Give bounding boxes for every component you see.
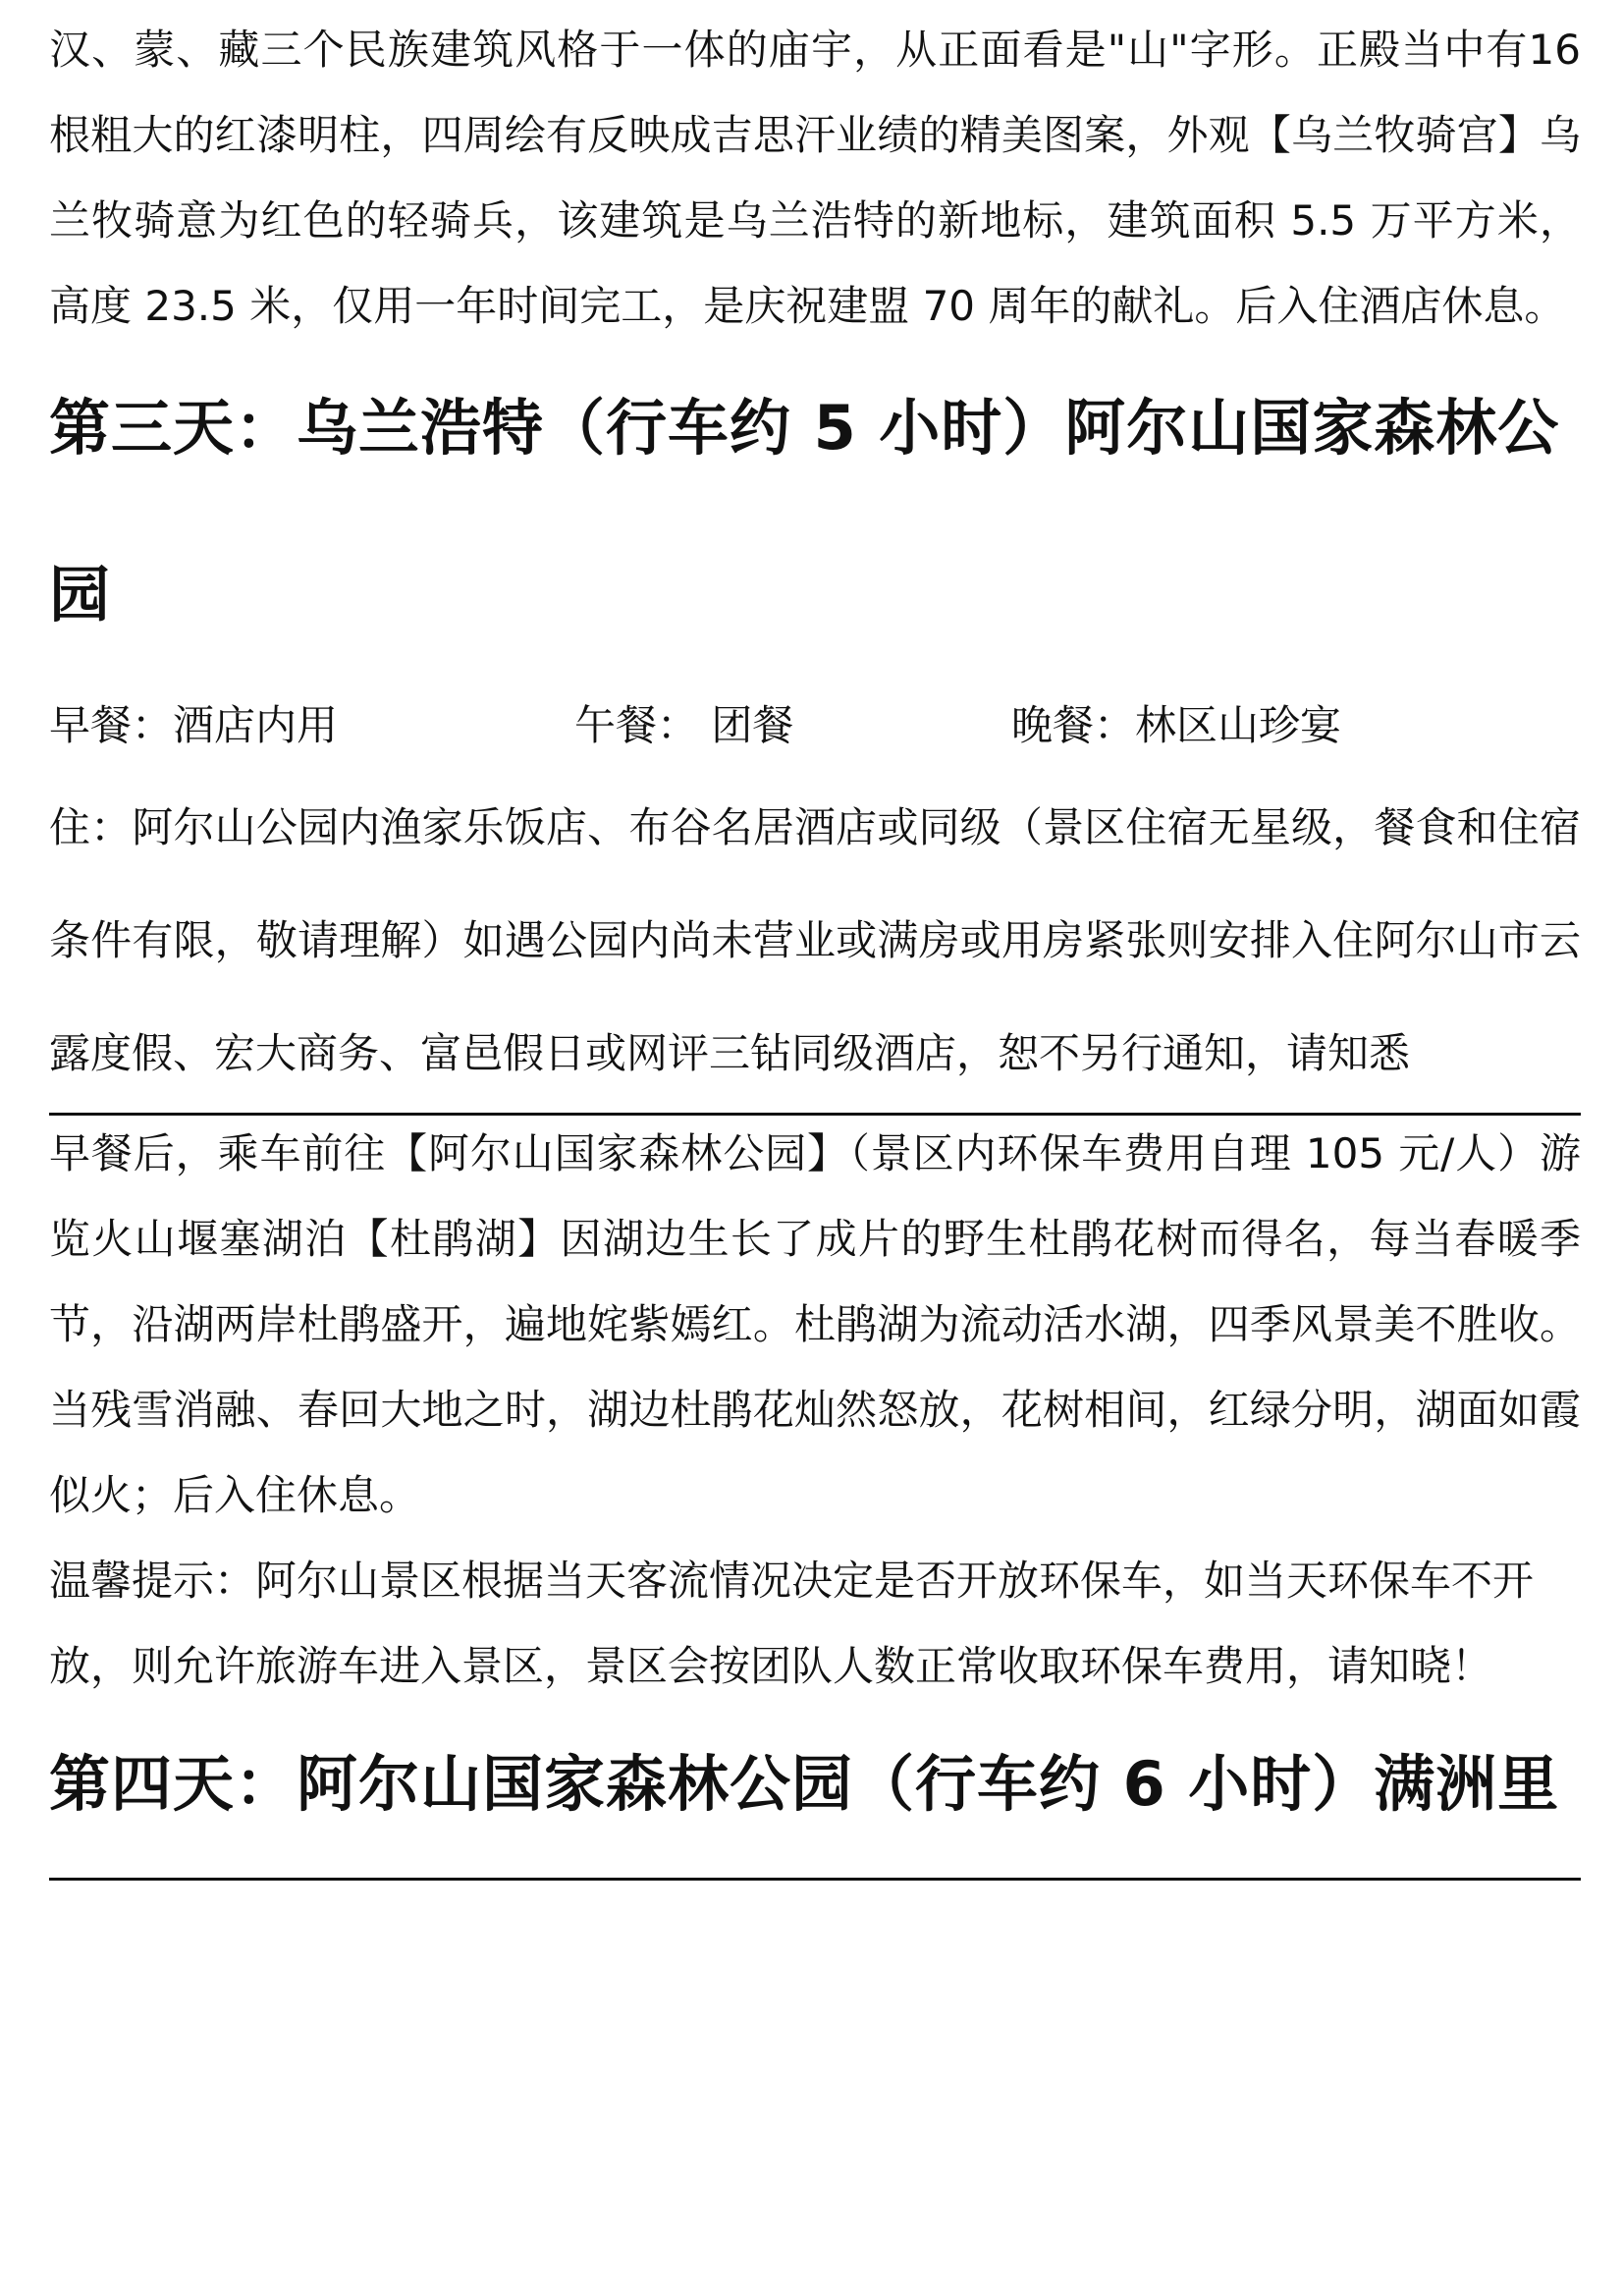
day3-dinner: 晚餐：林区山珍宴	[1011, 701, 1342, 749]
day3-meals	[49, 681, 1581, 771]
day3-lunch: 午餐： 团餐	[574, 701, 794, 749]
day3-description: 早餐后，乘车前往【阿尔山国家森林公园】（景区内环保车费用自理 105 元/人）游览火山堰塞湖泊【杜鹃湖】因湖边生长了成片的野生杜鹃花树而得名，每当春暖季节，沿湖两岸杜鹃盛开，遍地姹紫嫣红。杜鹃湖为流动活水湖，四季风景美不胜收。当残雪消融、春回大地之时，湖边杜鹃花灿然怒放，花树相间，红绿分明，湖面如霞似火；后入住休息。	[49, 1129, 1581, 1519]
itinerary-page	[49, 0, 1581, 1881]
day3-breakfast: 早餐：酒店内用	[49, 701, 339, 749]
day4-title: 第四天：阿尔山国家森林公园（行车约 6 小时）满洲里	[49, 1748, 1560, 1820]
day3-title: 第三天：乌兰浩特（行车约 5 小时）阿尔山国家森林公园	[49, 392, 1560, 630]
day3-accommodation: 住：阿尔山公园内渔家乐饭店、布谷名居酒店或同级（景区住宿无星级，餐食和住宿条件有限，敬请理解）如遇公园内尚未营业或满房或用房紧张则安排入住阿尔山市云露度假、宏大商务、富邑假日或网评三钻同级酒店，恕不另行通知，请知悉	[49, 803, 1581, 1077]
day4-divider	[49, 1878, 1581, 1881]
day3-tip: 温馨提示：阿尔山景区根据当天客流情况决定是否开放环保车，如当天环保车不开放，则允许旅游车进入景区，景区会按团队人数正常收取环保车费用，请知晓！	[49, 1557, 1535, 1690]
intro-paragraph: 汉、蒙、藏三个民族建筑风格于一体的庙宇，从正面看是"山"字形。正殿当中有16 根粗大的红漆明柱，四周绘有反映成吉思汗业绩的精美图案，外观【乌兰牧骑宫】乌兰牧骑意为红色的轻骑兵，该建筑是乌兰浩特的新地标，建筑面积 5.5 万平方米，高度 23.5 米，仅用一年时间完工，是庆祝建盟 70 周年的献礼。后入住酒店休息。	[49, 26, 1581, 330]
